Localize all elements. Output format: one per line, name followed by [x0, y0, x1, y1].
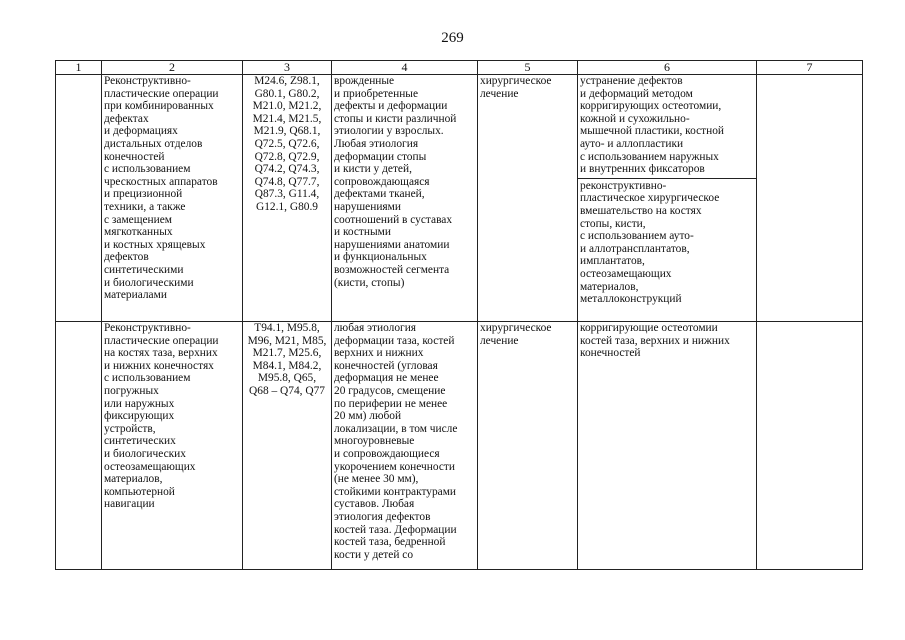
- patient-model-cell: любая этиология деформации таза, костей верхних и нижних конечностей (угловая деформация не менее 20 градусов, смещение по периферии не менее 20 мм) любой локализации, в том числе многоуровневые и сопровождающиеся укорочением конечности (не менее 30 мм), стойкими контрактурами суставов. Любая этиология дефектов костей таза. Деформации костей таза, бедренной кости у детей со: [332, 322, 478, 570]
- column-number-2: 2: [102, 61, 243, 75]
- icd-codes-cell: T94.1, M95.8, M96, M21, M85, M21.7, M25.6, M84.1, M84.2, M95.8, Q65, Q68 – Q74, Q77: [243, 322, 332, 570]
- column-number-3: 3: [243, 61, 332, 75]
- cost-cell: [757, 322, 863, 570]
- cost-cell: [757, 75, 863, 322]
- row-number-cell: [56, 75, 102, 322]
- treatment-type-cell: хирургическое лечение: [478, 322, 578, 570]
- column-number-6: 6: [578, 61, 757, 75]
- column-number-1: 1: [56, 61, 102, 75]
- treatment-type-cell: хирургическое лечение: [478, 75, 578, 322]
- column-number-5: 5: [478, 61, 578, 75]
- column-number-row: [56, 61, 863, 75]
- icd-codes-cell: M24.6, Z98.1, G80.1, G80.2, M21.0, M21.2, M21.4, M21.5, M21.9, Q68.1, Q72.5, Q72.6, Q72.8, Q72.9, Q74.2, Q74.3, Q74.8, Q77.7, Q87.3, G11.4, G12.1, G80.9: [243, 75, 332, 322]
- medical-procedures-table: [55, 60, 863, 570]
- procedure-name-cell: Реконструктивно- пластические операции на костях таза, верхних и нижних конечностях с использованием погружных или наружных фиксирующих устройств, синтетических и биологических остеозамещающих материалов, компьютерной навигации: [102, 322, 243, 570]
- column-number-4: 4: [332, 61, 478, 75]
- patient-model-cell: врожденные и приобретенные дефекты и деформации стопы и кисти различной этиологии у взрослых. Любая этиология деформации стопы и кисти у детей, сопровождающаяся дефектами тканей, нарушениями соотношений в суставах и костными нарушениями анатомии и функциональных возможностей сегмента (кисти, стопы): [332, 75, 478, 322]
- treatment-method-cell: [578, 75, 757, 322]
- table-row: [56, 75, 863, 322]
- treatment-method-item: реконструктивно- пластическое хирургическое вмешательство на костях стопы, кисти, с использованием ауто- и аллотрансплантатов, имплантатов, остеозамещающих материалов, металлоконструкций: [578, 178, 756, 306]
- column-number-7: 7: [757, 61, 863, 75]
- treatment-method-cell: корригирующие остеотомии костей таза, верхних и нижних конечностей: [578, 322, 757, 570]
- row-number-cell: [56, 322, 102, 570]
- page-number: 269: [441, 30, 464, 46]
- treatment-method-item: устранение дефектов и деформаций методом корригирующих остеотомии, кожной и сухожильно- мышечной пластики, костной ауто- и аллопластики с использованием наружных и внутренних фиксаторов: [580, 75, 725, 176]
- table-row: [56, 322, 863, 570]
- procedure-name-cell: Реконструктивно- пластические операции при комбинированных дефектах и деформациях дистальных отделов конечностей с использованием чрескостных аппаратов и прецизионной техники, а также с замещением мягкотканных и костных хрящевых дефектов синтетическими и биологическими материалами: [102, 75, 243, 322]
